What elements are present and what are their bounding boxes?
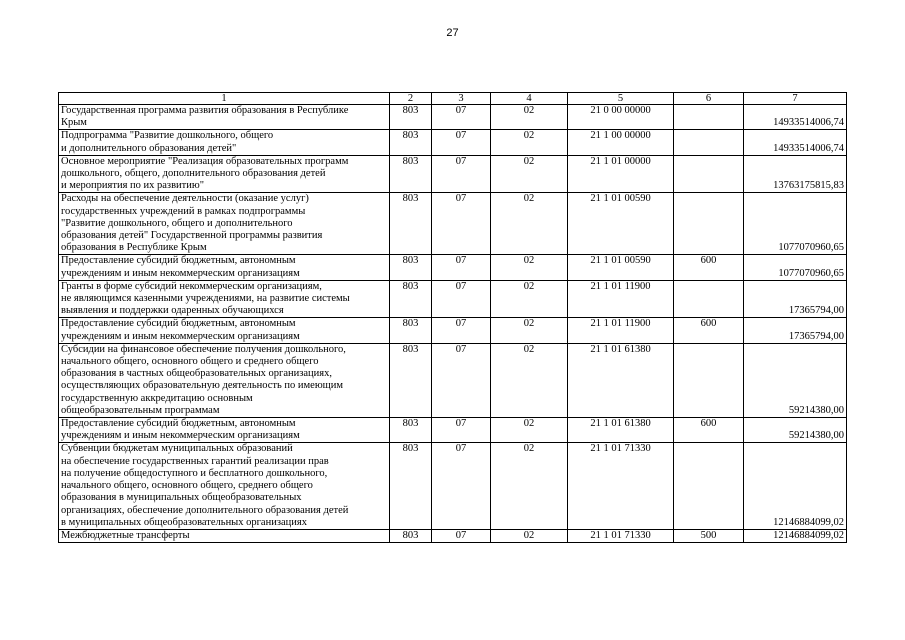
row-expense-type [674, 343, 744, 417]
row-name: Предоставление субсидий бюджетным, автономным учреждениям и иным некоммерческим организациям [59, 418, 390, 443]
row-amount: 14933514006,74 [744, 105, 847, 130]
row-ministry: 803 [390, 280, 432, 318]
row-subsection: 02 [491, 418, 568, 443]
row-amount: 59214380,00 [744, 418, 847, 443]
table-row [59, 280, 847, 318]
row-name: Расходы на обеспечение деятельности (оказание услуг) государственных учреждений в рамках подпрограммы "Развитие дошкольного, общего и дополнительного образования детей" Государственной программы развития образования в Республике Крым [59, 193, 390, 255]
header-cell-target-article: 5 [568, 93, 674, 105]
row-section: 07 [432, 155, 491, 193]
page-number: 27 [446, 27, 459, 39]
row-target-article: 21 1 01 00590 [568, 255, 674, 280]
row-amount: 59214380,00 [744, 343, 847, 417]
row-subsection: 02 [491, 155, 568, 193]
row-target-article: 21 1 01 71330 [568, 443, 674, 529]
table-body [59, 105, 847, 543]
row-target-article: 21 1 01 00590 [568, 193, 674, 255]
table-row [59, 318, 847, 343]
row-amount: 17365794,00 [744, 318, 847, 343]
row-subsection: 02 [491, 105, 568, 130]
row-name: Субвенции бюджетам муниципальных образований на обеспечение государственных гарантий реализации прав на получение общедоступного и бесплатного дошкольного, начального общего, основного общего, среднего общего образования в муниципальных общеобразовательных организациях, обеспечение дополнительного образования детей в муниципальных общеобразовательных организациях [59, 443, 390, 529]
row-amount: 12146884099,02 [744, 443, 847, 529]
row-section: 07 [432, 105, 491, 130]
header-cell-section: 3 [432, 93, 491, 105]
row-ministry: 803 [390, 130, 432, 155]
row-target-article: 21 1 01 00000 [568, 155, 674, 193]
row-subsection: 02 [491, 343, 568, 417]
row-section: 07 [432, 418, 491, 443]
table-row [59, 193, 847, 255]
row-section: 07 [432, 280, 491, 318]
row-ministry: 803 [390, 443, 432, 529]
row-expense-type [674, 443, 744, 529]
row-subsection: 02 [491, 255, 568, 280]
table-row [59, 529, 847, 542]
row-name: Межбюджетные трансферты [59, 529, 390, 542]
row-name: Государственная программа развития образования в Республике Крым [59, 105, 390, 130]
table-row [59, 105, 847, 130]
row-amount: 12146884099,02 [744, 529, 847, 542]
table-row [59, 418, 847, 443]
row-name: Гранты в форме субсидий некоммерческим организациям, не являющимся казенными учреждениями, на развитие системы выявления и поддержки одаренных обучающихся [59, 280, 390, 318]
row-amount: 1077070960,65 [744, 255, 847, 280]
row-ministry: 803 [390, 105, 432, 130]
header-row [59, 93, 847, 105]
row-expense-type [674, 130, 744, 155]
table-row [59, 155, 847, 193]
row-subsection: 02 [491, 318, 568, 343]
row-expense-type: 600 [674, 418, 744, 443]
row-expense-type: 600 [674, 255, 744, 280]
row-amount: 17365794,00 [744, 280, 847, 318]
row-expense-type [674, 155, 744, 193]
row-name: Субсидии на финансовое обеспечение получения дошкольного, начального общего, основного общего и среднего общего образования в частных общеобразовательных организациях, осуществляющих образовательную деятельность по имеющим государственную аккредитацию основным общеобразовательным программам [59, 343, 390, 417]
row-subsection: 02 [491, 529, 568, 542]
header-cell-ministry: 2 [390, 93, 432, 105]
header-cell-subsection: 4 [491, 93, 568, 105]
row-name: Предоставление субсидий бюджетным, автономным учреждениям и иным некоммерческим организациям [59, 318, 390, 343]
row-section: 07 [432, 255, 491, 280]
row-expense-type: 600 [674, 318, 744, 343]
table-row [59, 443, 847, 529]
row-section: 07 [432, 529, 491, 542]
row-name: Основное мероприятие "Реализация образовательных программ дошкольного, общего, дополнительного образования детей и мероприятия по их развитию" [59, 155, 390, 193]
row-section: 07 [432, 318, 491, 343]
budget-table [58, 92, 847, 543]
header-cell-name: 1 [59, 93, 390, 105]
row-target-article: 21 1 01 11900 [568, 318, 674, 343]
header-cell-expense-type: 6 [674, 93, 744, 105]
row-target-article: 21 1 01 71330 [568, 529, 674, 542]
row-ministry: 803 [390, 193, 432, 255]
row-expense-type [674, 105, 744, 130]
row-ministry: 803 [390, 343, 432, 417]
row-subsection: 02 [491, 193, 568, 255]
row-section: 07 [432, 343, 491, 417]
row-amount: 14933514006,74 [744, 130, 847, 155]
row-ministry: 803 [390, 529, 432, 542]
row-subsection: 02 [491, 130, 568, 155]
row-subsection: 02 [491, 443, 568, 529]
header-cell-amount: 7 [744, 93, 847, 105]
row-ministry: 803 [390, 155, 432, 193]
row-section: 07 [432, 443, 491, 529]
table-row [59, 255, 847, 280]
row-ministry: 803 [390, 418, 432, 443]
row-subsection: 02 [491, 280, 568, 318]
table-row [59, 130, 847, 155]
table-row [59, 343, 847, 417]
row-expense-type [674, 280, 744, 318]
row-target-article: 21 1 01 61380 [568, 418, 674, 443]
row-target-article: 21 1 00 00000 [568, 130, 674, 155]
row-expense-type: 500 [674, 529, 744, 542]
row-name: Предоставление субсидий бюджетным, автономным учреждениям и иным некоммерческим организациям [59, 255, 390, 280]
row-expense-type [674, 193, 744, 255]
row-name: Подпрограмма "Развитие дошкольного, общего и дополнительного образования детей" [59, 130, 390, 155]
row-target-article: 21 1 01 61380 [568, 343, 674, 417]
row-target-article: 21 1 01 11900 [568, 280, 674, 318]
row-section: 07 [432, 193, 491, 255]
row-ministry: 803 [390, 318, 432, 343]
row-amount: 1077070960,65 [744, 193, 847, 255]
row-ministry: 803 [390, 255, 432, 280]
row-amount: 13763175815,83 [744, 155, 847, 193]
row-section: 07 [432, 130, 491, 155]
row-target-article: 21 0 00 00000 [568, 105, 674, 130]
